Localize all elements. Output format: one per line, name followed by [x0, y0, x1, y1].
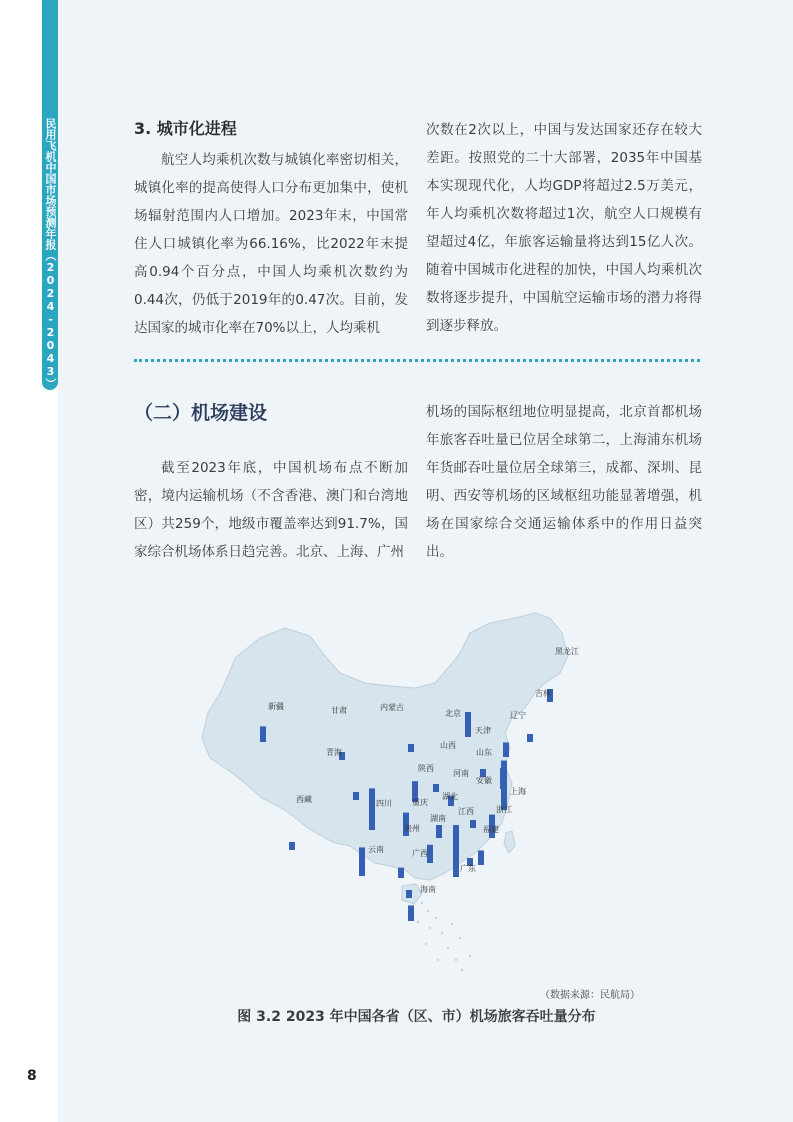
bar-吉林 [527, 734, 533, 742]
bar-北京 [465, 712, 471, 737]
airport-paragraph-left: 截至2023年底，中国机场布点不断加密，境内运输机场（不含香港、澳门和台湾地区）共259个，地级市覆盖率达到91.7%，国家综合机场体系日趋完善。北京、上海、广州 [134, 460, 408, 560]
label-甘肃: 甘肃 [331, 706, 347, 715]
bar-新疆 [260, 726, 266, 742]
label-吉林: 吉林 [535, 689, 551, 698]
bar-广东 [453, 825, 459, 877]
label-重庆: 重庆 [412, 798, 428, 807]
airport-left-column [134, 454, 408, 566]
bar-广西 [406, 890, 412, 898]
page-number: 8 [27, 1068, 37, 1084]
urbanization-paragraph-right: 次数在2次以上，中国与发达国家还存在较大差距。按照党的二十大部署，2035年中国基本实现现代化，人均GDP将超过2.5万美元，年人均乘机次数将超过1次，航空人口规模有望超过4亿，年旅客运输量将达到15亿人次。随着中国城市化进程的加快，中国人均乘机次数将逐步提升，中国航空运输市场的潜力将得到逐步释放。 [426, 122, 702, 334]
label-四川: 四川 [376, 799, 392, 808]
label-山东: 山东 [476, 748, 492, 757]
figure-source: （数据来源：民航局） [540, 990, 640, 1001]
label-湖北: 湖北 [442, 792, 458, 801]
section-heading-urbanization: 3. 城市化进程 [134, 119, 237, 138]
bar-贵州 [398, 868, 404, 878]
label-新疆: 新疆 [268, 702, 284, 711]
island-dot [421, 902, 423, 904]
bar-上海 [501, 761, 507, 810]
label-青海: 青海 [326, 748, 342, 757]
island-dot [459, 937, 461, 939]
bar-四川 [369, 788, 375, 830]
bar-云南 [359, 847, 365, 876]
section-divider [134, 359, 700, 362]
map-svg [190, 588, 610, 978]
label-黑龙江: 黑龙江 [555, 647, 579, 656]
side-tab-title: 民用飞机中国市场预测年报（2024-2043） [44, 118, 57, 389]
label-陕西: 陕西 [418, 764, 434, 773]
section-heading-airport: （二）机场建设 [134, 402, 268, 424]
label-广西: 广西 [412, 849, 428, 858]
label-安徽: 安徽 [476, 776, 492, 785]
label-浙江: 浙江 [496, 805, 512, 814]
island-dot [425, 943, 427, 945]
bar-内蒙古 [408, 744, 414, 752]
island-dot [469, 955, 471, 957]
label-湖南: 湖南 [430, 814, 446, 823]
island-dot [435, 917, 437, 919]
bar-山西 [433, 784, 439, 792]
label-西藏: 西藏 [296, 795, 312, 804]
figure-caption: 图 3.2 2023 年中国各省（区、市）机场旅客吞吐量分布 [237, 1009, 596, 1025]
taiwan-island [504, 831, 515, 853]
bar-西藏 [289, 842, 295, 850]
island-dot [417, 921, 419, 923]
label-福建: 福建 [483, 825, 499, 834]
bar-辽宁 [503, 742, 509, 757]
urbanization-paragraph-left: 航空人均乘机次数与城镇化率密切相关，城镇化率的提高使得人口分布更加集中，使机场辐射范围内人口增加。2023年末，中国常住人口城镇化率为66.16%，比2022年末提高0.94个百分点，中国人均乘机次数约为0.44次，仍低于2019年的0.47次。目前，发达国家的城市化率在70%以上，人均乘机 [134, 152, 408, 336]
island-dot [461, 969, 463, 971]
island-dot [455, 959, 457, 961]
island-dot [437, 959, 439, 961]
airport-paragraph-right: 机场的国际枢纽地位明显提高，北京首都机场年旅客吞吐量已位居全球第二，上海浦东机场年货邮吞吐量位居全球第三，成都、深圳、昆明、西安等机场的区域枢纽功能显著增强，机场在国家综合交通运输体系中的作用日益突出。 [426, 404, 702, 560]
island-dot [447, 947, 449, 949]
island-dot [441, 932, 443, 934]
label-河南: 河南 [453, 769, 469, 778]
airport-right-column [426, 398, 702, 566]
urbanization-left-column [134, 146, 408, 342]
label-江西: 江西 [458, 807, 474, 816]
south-sea-islands [417, 902, 471, 971]
label-天津: 天津 [475, 726, 491, 735]
bar-海南 [408, 905, 414, 921]
label-海南: 海南 [420, 885, 436, 894]
label-内蒙古: 内蒙古 [380, 703, 404, 712]
label-贵州: 贵州 [404, 824, 420, 833]
label-山西: 山西 [440, 741, 456, 750]
bar-福建 [478, 850, 484, 865]
urbanization-right-column [426, 116, 702, 340]
label-辽宁: 辽宁 [510, 711, 526, 720]
label-北京: 北京 [445, 709, 461, 718]
china-airport-map [190, 588, 610, 978]
island-dot [429, 927, 431, 929]
island-dot [451, 923, 453, 925]
bar-湖北 [436, 825, 442, 838]
label-云南: 云南 [368, 845, 384, 854]
bar-青海 [353, 792, 359, 800]
label-广东: 广东 [460, 864, 476, 873]
label-上海: 上海 [510, 787, 526, 796]
island-dot [427, 910, 429, 912]
bar-安徽 [470, 820, 476, 828]
